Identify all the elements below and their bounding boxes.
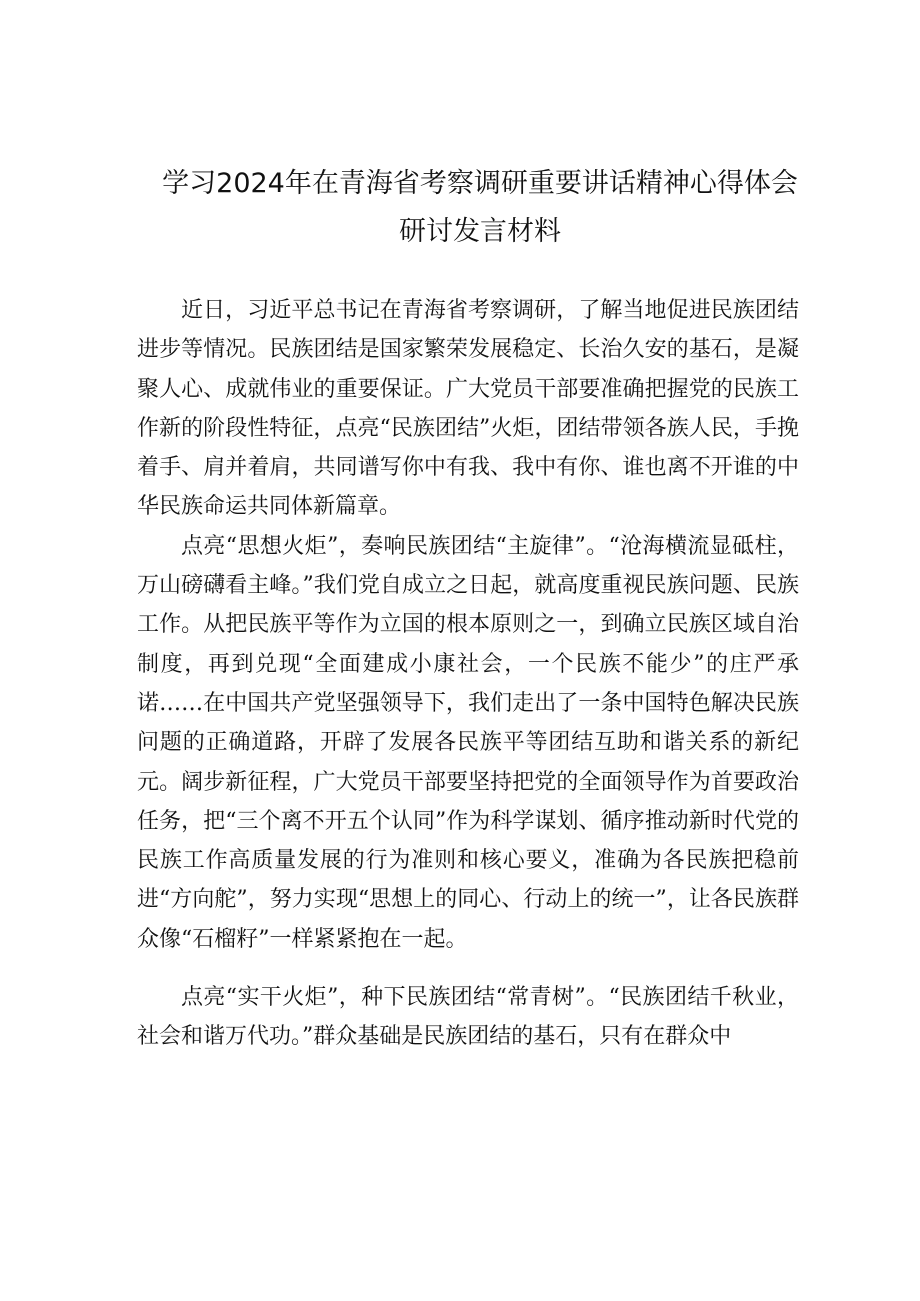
paragraph-action-torch: 点亮“实干火炬”，种下民族团结“常青树”。“民族团结千秋业，社会和谐万代功。”群众基础是民族团结的基石，只有在群众中 (137, 985, 799, 1050)
document-title: 学习2024年在青海省考察调研重要讲话精神心得体会研讨发言材料 (162, 168, 798, 247)
document-body (137, 291, 799, 1057)
paragraph-intro: 近日，习近平总书记在青海省考察调研，了解当地促进民族团结进步等情况。民族团结是国家繁荣发展稳定、长治久安的基石，是凝聚人心、成就伟业的重要保证。广大党员干部要准确把握党的民族工作新的阶段性特征，点亮“民族团结”火炬，团结带领各族人民，手挽着手、肩并着肩，共同谱写你中有我、我中有你、谁也离不开谁的中华民族命运共同体新篇章。 (137, 298, 799, 520)
paragraph-thought-torch: 点亮“思想火炬”，奏响民族团结“主旋律”。“沧海横流显砥柱，万山磅礴看主峰。”我们党自成立之日起，就高度重视民族问题、民族工作。从把民族平等作为立国的根本原则之一，到确立民族区域自治制度，再到兑现“全面建成小康社会，一个民族不能少”的庄严承诺……在中国共产党坚强领导下，我们走出了一条中国特色解决民族问题的正确道路，开辟了发展各民族平等团结互助和谐关系的新纪元。阔步新征程，广大党员干部要坚持把党的全面领导作为首要政治任务，把“三个离不开五个认同”作为科学谋划、循序推动新时代党的民族工作高质量发展的行为准则和核心要义，准确为各民族把稳前进“方向舵”，努力实现“思想上的同心、行动上的统一”，让各民族群众像“石榴籽”一样紧紧抱在一起。 (137, 533, 799, 952)
